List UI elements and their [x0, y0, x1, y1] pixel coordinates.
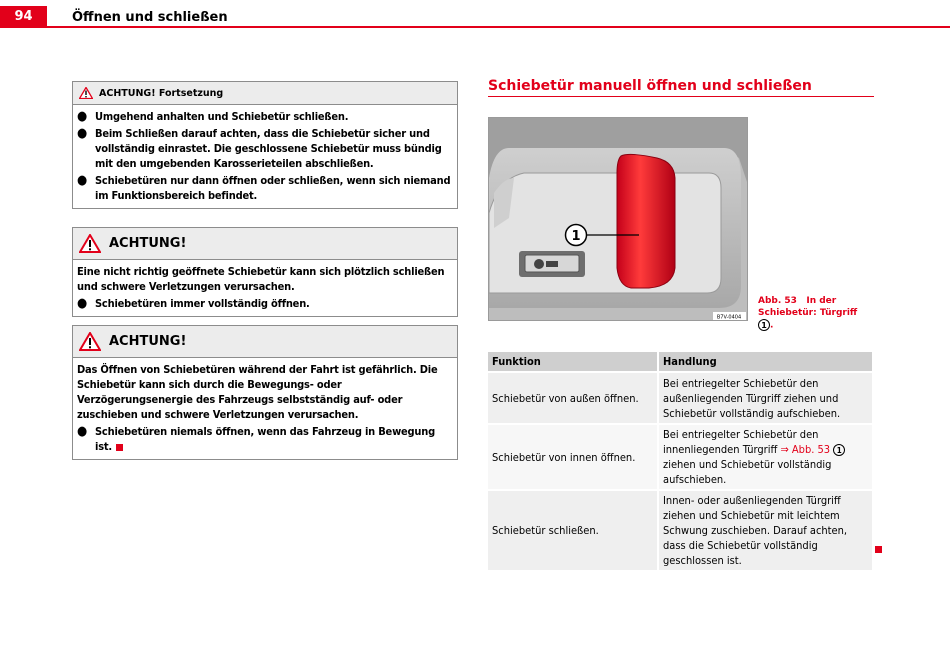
end-of-section-mark	[875, 546, 882, 553]
warning-triangle-icon	[79, 87, 93, 99]
warning-body	[73, 358, 457, 459]
table-row: Schiebetür von innen öffnen. Bei entriegelter Schiebetür den innenliegenden Türgriff ⇒ Abb. 53 1 ziehen und Schiebetür vollständig aufschieben.	[488, 424, 873, 490]
header-rule	[0, 26, 950, 28]
table-header-row	[488, 352, 873, 372]
page-title: Öffnen und schließen	[72, 10, 228, 25]
warning-header	[73, 228, 457, 260]
list-item: ● Umgehend anhalten und Schiebetür schließen.	[77, 109, 349, 124]
callout-ref: 1	[833, 444, 845, 456]
list-item: ● Schiebetüren niemals öffnen, wenn das Fahrzeug in Bewegung ist.	[77, 424, 435, 453]
door-panel-illustration	[489, 118, 748, 321]
warning-box-driving	[72, 325, 458, 460]
list-item: ● Schiebetüren immer vollständig öffnen.	[77, 296, 310, 311]
warning-box-open-fully	[72, 227, 458, 317]
table-row: Schiebetür von außen öffnen. Bei entriegelter Schiebetür den außenliegenden Türgriff ziehen und Schiebetür vollständig aufschieben.	[488, 372, 873, 424]
warning-body	[73, 105, 457, 208]
column-header-funktion: Funktion	[488, 352, 658, 372]
figure-caption: Abb. 53 In der Schiebetür: Türgriff 1 .	[758, 296, 858, 331]
page-number: 94	[0, 6, 47, 27]
warning-title: ACHTUNG!	[109, 334, 187, 349]
figure-code: B7V-0404	[716, 314, 742, 321]
warning-box-continued	[72, 81, 458, 209]
warning-text: Das Öffnen von Schiebetüren während der Fahrt ist gefährlich. Die Schiebetür kann sich durch die Bewegungs- oder Verzögerungsenergie des Fahrzeugs selbstständig auf- oder zuschieben und schwere Verletzungen verursachen.	[77, 363, 438, 421]
callout-number: 1	[571, 229, 581, 244]
warning-header	[73, 82, 457, 105]
warning-title: ACHTUNG!	[109, 236, 187, 251]
callout-ref: 1	[758, 319, 770, 331]
warning-text: Eine nicht richtig geöffnete Schiebetür kann sich plötzlich schließen und schwere Verletzungen verursachen.	[77, 265, 445, 293]
door-handle-figure	[488, 117, 748, 321]
function-table	[488, 352, 874, 570]
warning-title: ACHTUNG! Fortsetzung	[99, 87, 224, 99]
warning-triangle-icon	[79, 332, 101, 351]
warning-header	[73, 326, 457, 358]
list-item: ● Beim Schließen darauf achten, dass die Schiebetür sicher und vollständig einrastet. Die geschlossene Schiebetür muss bündig mit den umgebenden Karosserieteilen abschließen.	[77, 126, 442, 170]
section-rule	[488, 96, 874, 97]
warning-triangle-icon	[79, 234, 101, 253]
figure-link[interactable]: ⇒ Abb. 53	[780, 443, 831, 456]
table-row: Schiebetür schließen. Innen- oder außenliegenden Türgriff ziehen und Schiebetür mit leichtem Schwung zuschieben. Darauf achten, dass die Schiebetür vollständig geschlossen ist.	[488, 490, 873, 570]
warning-body	[73, 260, 457, 316]
list-item: ● Schiebetüren nur dann öffnen oder schließen, wenn sich niemand im Funktionsbereich befindet.	[77, 173, 451, 202]
column-header-handlung: Handlung	[658, 352, 873, 372]
page-header	[0, 0, 950, 29]
end-of-section-mark	[116, 444, 123, 451]
section-title: Schiebetür manuell öffnen und schließen	[488, 78, 812, 94]
